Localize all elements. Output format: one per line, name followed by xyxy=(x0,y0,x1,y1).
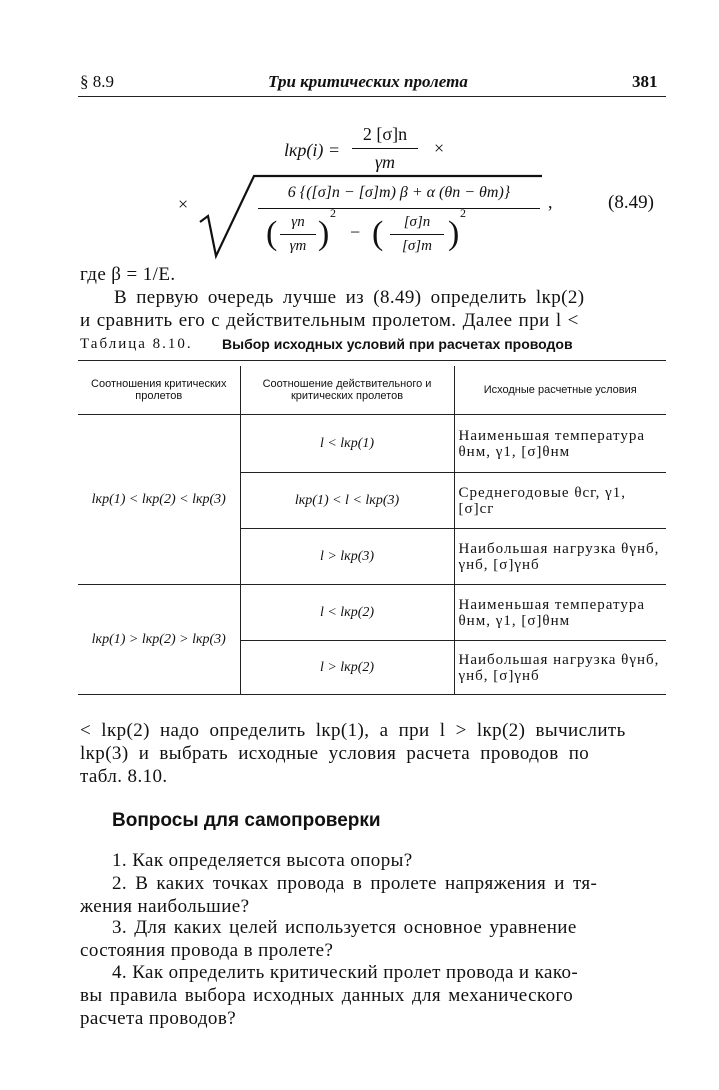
group-relation: lкр(1) < lкр(2) < lкр(3) xyxy=(78,415,240,585)
radical-fraction-bar xyxy=(258,208,540,209)
section-number: § 8.9 xyxy=(80,72,114,91)
den-minus: − xyxy=(350,222,361,242)
radical-numerator: 6 {([σ]n − [σ]m) β + α (θn − θm)} xyxy=(287,184,511,201)
header-actual-span: Соотношение действительного и критических пролетов xyxy=(240,366,454,415)
table-8-10 xyxy=(78,366,666,695)
paragraph-line: табл. 8.10. xyxy=(80,766,168,787)
equation-number: (8.49) xyxy=(608,192,654,213)
running-title: Три критических пролета xyxy=(268,72,468,91)
den-b-numerator: [σ]n xyxy=(403,214,431,230)
questions-heading: Вопросы для самопроверки xyxy=(112,810,381,831)
question-item: 4. Как определить критический пролет провода и како- xyxy=(112,962,579,983)
question-item-cont: расчета проводов? xyxy=(80,1008,237,1029)
paragraph-line: lкр(3) и выбрать исходные условия расчета проводов по xyxy=(80,743,590,764)
formula-top-denominator: γm xyxy=(374,152,396,172)
page-number: 381 xyxy=(632,72,658,91)
span-cell: lкр(1) < l < lкр(3) xyxy=(240,473,454,529)
table-caption-prefix: Таблица 8.10. xyxy=(80,336,193,352)
den-a-denominator: γm xyxy=(289,238,307,254)
span-cell: l < lкр(2) xyxy=(240,585,454,641)
question-item: 2. В каких точках провода в пролете напряжения и тя- xyxy=(112,873,598,894)
formula-top-numerator: 2 [σ]n xyxy=(362,124,408,144)
den-a-numerator: γn xyxy=(291,214,305,230)
span-cell: l > lкр(3) xyxy=(240,529,454,585)
header-initial-conditions: Исходные расчетные условия xyxy=(454,366,666,415)
den-a-square: 2 xyxy=(330,206,336,220)
paragraph-line: и сравнить его с действительным пролетом. Далее при l < xyxy=(80,310,579,331)
table-row xyxy=(78,415,666,473)
span-cell: l > lкр(2) xyxy=(240,641,454,695)
formula-8-49: lкр(i) = 2 [σ]n γm × × 6 {([σ]n − [σ]m) β + α (θn − θm)} ( γn γm ) 2 − ( [σ]n [σ]m ) 2 , (8.49) xyxy=(0,0,719,280)
span-cell: l < lкр(1) xyxy=(240,415,454,473)
table-top-rule xyxy=(78,360,666,361)
condition-cell: Наибольшая нагрузка θγнб, γнб, [σ]γнб xyxy=(454,529,666,585)
where-beta-line: где β = 1/E. xyxy=(80,264,176,285)
fraction-bar xyxy=(352,148,418,149)
paragraph-line: < lкр(2) надо определить lкр(1), а при l > lкр(2) вычислить xyxy=(80,720,626,741)
formula-lhs: lкр(i) = xyxy=(284,140,341,160)
question-item: 3. Для каких целей используется основное уравнение xyxy=(112,917,577,938)
paragraph-line: В первую очередь лучше из (8.49) определить lкр(2) xyxy=(114,287,585,308)
condition-cell: Среднегодовые θсг, γ1, [σ]сг xyxy=(454,473,666,529)
condition-cell: Наименьшая температура θнм, γ1, [σ]θнм xyxy=(454,415,666,473)
question-item-cont: состояния провода в пролете? xyxy=(80,940,334,961)
question-item-cont: вы правила выбора исходных данных для механического xyxy=(80,985,574,1006)
den-b-square: 2 xyxy=(460,206,466,220)
condition-cell: Наименьшая температура θнм, γ1, [σ]θнм xyxy=(454,585,666,641)
table-header-row xyxy=(78,366,666,415)
table-row xyxy=(78,585,666,641)
group-relation: lкр(1) > lкр(2) > lкр(3) xyxy=(78,585,240,695)
formula-trailing-comma: , xyxy=(548,192,553,212)
condition-cell: Наибольшая нагрузка θγнб, γнб, [σ]γнб xyxy=(454,641,666,695)
question-item: 1. Как определяется высота опоры? xyxy=(112,850,413,871)
table-caption-text: Выбор исходных условий при расчетах проводов xyxy=(222,336,573,352)
den-b-denominator: [σ]m xyxy=(402,238,432,254)
formula-times: × xyxy=(434,138,445,158)
header-critical-spans: Соотношения критических пролетов xyxy=(78,366,240,415)
question-item-cont: жения наибольшие? xyxy=(80,896,250,917)
formula-lead-times: × xyxy=(178,194,189,214)
